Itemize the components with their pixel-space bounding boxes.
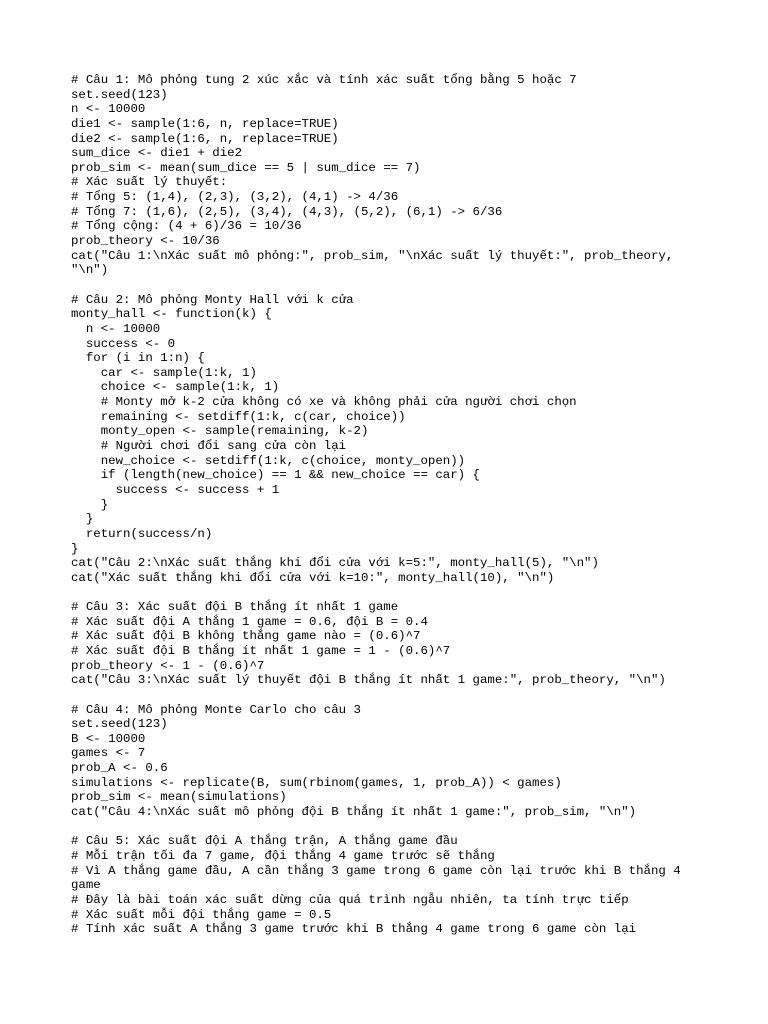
section-gap <box>71 585 711 600</box>
code-line: monty_hall <- function(k) { <box>71 307 272 322</box>
comment-line: # Vì A thắng game đầu, A cần thắng 3 game trong 6 game còn lại trước khi B thắng 4 <box>71 863 681 878</box>
comment-line: # Xác suất đội A thắng 1 game = 0.6, đội B = 0.4 <box>71 614 428 629</box>
code-line: success <- success + 1 <box>71 482 280 497</box>
code-line: game <box>71 878 101 893</box>
code-line: } <box>71 497 109 512</box>
code-line: for (i in 1:n) { <box>71 351 205 366</box>
code-line: new_choice <- setdiff(1:k, c(choice, monty_open)) <box>71 453 466 468</box>
section-gap <box>71 820 711 835</box>
comment-line: # Mỗi trận tối đa 7 game, đội thắng 4 game trước sẽ thắng <box>71 848 495 863</box>
code-line: monty_open <- sample(remaining, k-2) <box>71 424 369 439</box>
code-line: cat("Câu 3:\nXác suất lý thuyết đội B thắng ít nhất 1 game:", prob_theory, "\n") <box>71 673 666 688</box>
code-line: "\n") <box>71 263 109 278</box>
code-section-4 <box>71 703 711 820</box>
code-line: n <- 10000 <box>71 102 146 117</box>
code-line: success <- 0 <box>71 336 176 351</box>
section-gap <box>71 278 711 293</box>
code-line: cat("Câu 2:\nXác suất thắng khi đổi cửa với k=5:", monty_hall(5), "\n") <box>71 556 599 571</box>
code-line: set.seed(123) <box>71 717 168 732</box>
comment-line: # Tổng 5: (1,4), (2,3), (3,2), (4,1) -> 4/36 <box>71 190 399 205</box>
comment-line: # Câu 1: Mô phỏng tung 2 xúc xắc và tính xác suất tổng bằng 5 hoặc 7 <box>71 73 577 87</box>
code-line: } <box>71 512 94 527</box>
code-line: prob_theory <- 10/36 <box>71 234 220 249</box>
code-line: set.seed(123) <box>71 87 168 102</box>
comment-line: # Tổng cộng: (4 + 6)/36 = 10/36 <box>71 219 302 234</box>
section-gap <box>71 688 711 703</box>
code-section-1 <box>71 73 711 278</box>
comment-line: # Xác suất đội B không thắng game nào = (0.6)^7 <box>71 629 421 644</box>
code-line: car <- sample(1:k, 1) <box>71 365 257 380</box>
code-section-3 <box>71 600 711 688</box>
comment-line: # Xác suất mỗi đội thắng game = 0.5 <box>71 907 332 922</box>
code-line: choice <- sample(1:k, 1) <box>71 380 280 395</box>
code-line: cat("Xác suất thắng khi đổi cửa với k=10:", monty_hall(10), "\n") <box>71 570 555 585</box>
code-line: remaining <- setdiff(1:k, c(car, choice)) <box>71 409 406 424</box>
code-line: return(success/n) <box>71 526 213 541</box>
comment-line: # Đây là bài toán xác suất dừng của quá trình ngẫu nhiên, ta tính trực tiếp <box>71 892 629 907</box>
code-line: prob_sim <- mean(simulations) <box>71 790 287 805</box>
comment-line: # Câu 4: Mô phỏng Monte Carlo cho câu 3 <box>71 702 361 717</box>
code-line: games <- 7 <box>71 746 146 761</box>
code-line: prob_A <- 0.6 <box>71 761 168 776</box>
code-line: cat("Câu 1:\nXác suất mô phỏng:", prob_sim, "\nXác suất lý thuyết:", prob_theory, <box>71 248 674 263</box>
comment-line: # Xác suất đội B thắng ít nhất 1 game = 1 - (0.6)^7 <box>71 643 451 658</box>
comment-line: # Câu 3: Xác suất đội B thắng ít nhất 1 game <box>71 600 399 615</box>
code-line: if (length(new_choice) == 1 && new_choice == car) { <box>71 468 480 483</box>
code-line: B <- 10000 <box>71 731 146 746</box>
code-line: die2 <- sample(1:6, n, replace=TRUE) <box>71 131 339 146</box>
code-line: cat("Câu 4:\nXác suất mô phỏng đội B thắng ít nhất 1 game:", prob_sim, "\n") <box>71 805 637 820</box>
comment-line: # Tính xác suất A thắng 3 game trước khi B thắng 4 game trong 6 game còn lại <box>71 922 637 937</box>
comment-line: # Tổng 7: (1,6), (2,5), (3,4), (4,3), (5,2), (6,1) -> 6/36 <box>71 204 503 219</box>
comment-line: # Câu 5: Xác suất đội A thắng trận, A thắng game đầu <box>71 834 458 849</box>
code-line: } <box>71 541 79 556</box>
code-section-5 <box>71 834 711 936</box>
comment-line: # Câu 2: Mô phỏng Monty Hall với k cửa <box>71 292 354 307</box>
code-line: prob_sim <- mean(sum_dice == 5 | sum_dice == 7) <box>71 160 421 175</box>
code-section-2 <box>71 293 711 586</box>
comment-line: # Xác suất lý thuyết: <box>71 175 228 190</box>
code-line: die1 <- sample(1:6, n, replace=TRUE) <box>71 116 339 131</box>
comment-line: # Người chơi đổi sang cửa còn lại <box>71 439 347 454</box>
code-line: simulations <- replicate(B, sum(rbinom(games, 1, prob_A)) < games) <box>71 775 562 790</box>
code-line: prob_theory <- 1 - (0.6)^7 <box>71 658 265 673</box>
r-code-listing <box>71 73 711 937</box>
comment-line: # Monty mở k-2 cửa không có xe và không phải cửa người chơi chọn <box>71 395 577 410</box>
code-line: n <- 10000 <box>71 321 161 336</box>
code-line: sum_dice <- die1 + die2 <box>71 146 243 161</box>
